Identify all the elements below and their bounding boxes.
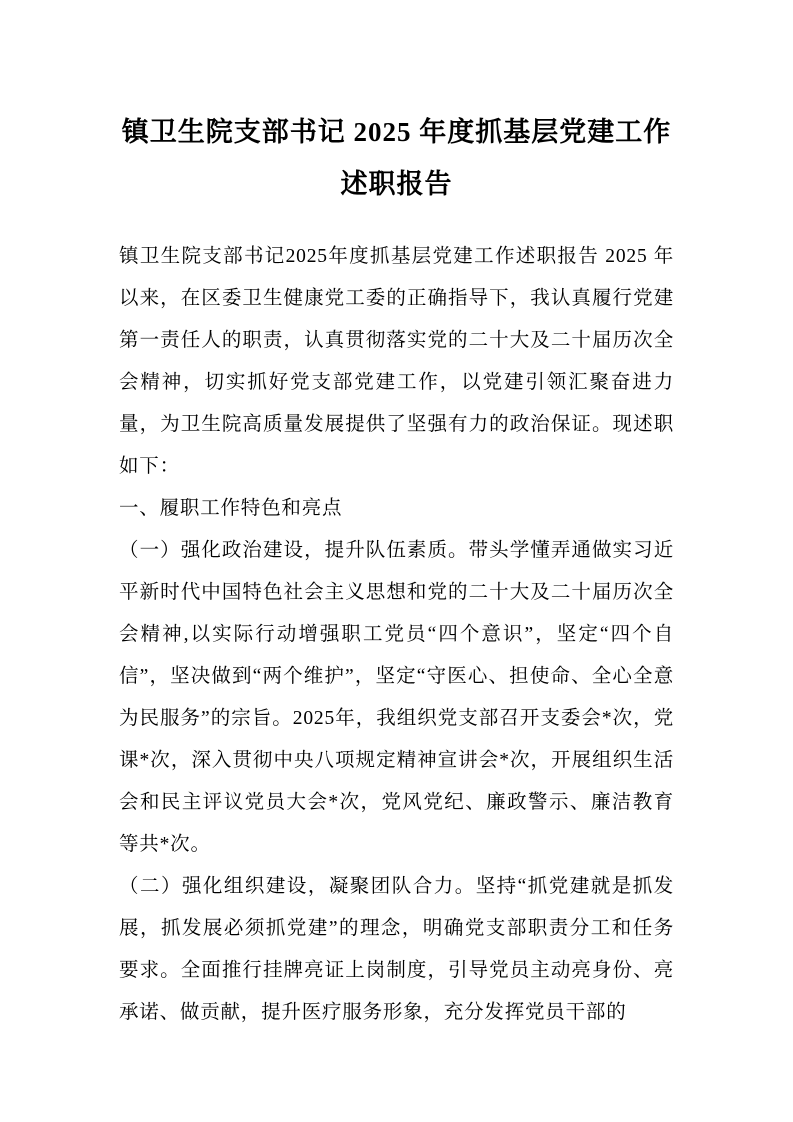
document-title: 镇卫生院支部书记 2025 年度抓基层党建工作述职报告 bbox=[121, 117, 672, 199]
paragraph: 镇卫生院支部书记2025年度抓基层党建工作述职报告 2025 年以来，在区委卫生健康党工委的正确指导下，我认真履行党建第一责任人的职责，认真贯彻落实党的二十大及二十届历次全会精神，切实抓好党支部党建工作，以党建引领汇聚奋进力量，为卫生院高质量发展提供了坚强有力的政治保证。现述职如下： bbox=[119, 246, 674, 477]
document-body bbox=[119, 236, 674, 1034]
paragraph: 一、履职工作特色和亮点 bbox=[119, 498, 343, 519]
paragraph: （一）强化政治建设，提升队伍素质。带头学懂弄通做实习近平新时代中国特色社会主义思想和党的二十大及二十届历次全会精神,以实际行动增强职工党员“四个意识”，坚定“四个自信”，坚决做到“两个维护”，坚定“守医心、担使命、全心全意为民服务”的宗旨。2025年，我组织党支部召开支委会*次，党课*次，深入贯彻中央八项规定精神宣讲会*次，开展组织生活会和民主评议党员大会*次，党风党纪、廉政警示、廉洁教育等共*次。 bbox=[119, 540, 674, 855]
paragraph: （二）强化组织建设，凝聚团队合力。坚持“抓党建就是抓发展，抓发展必须抓党建”的理念，明确党支部职责分工和任务要求。全面推行挂牌亮证上岗制度，引导党员主动亮身份、亮承诺、做贡献，提升医疗服务形象，充分发挥党员干部的 bbox=[119, 876, 674, 1023]
